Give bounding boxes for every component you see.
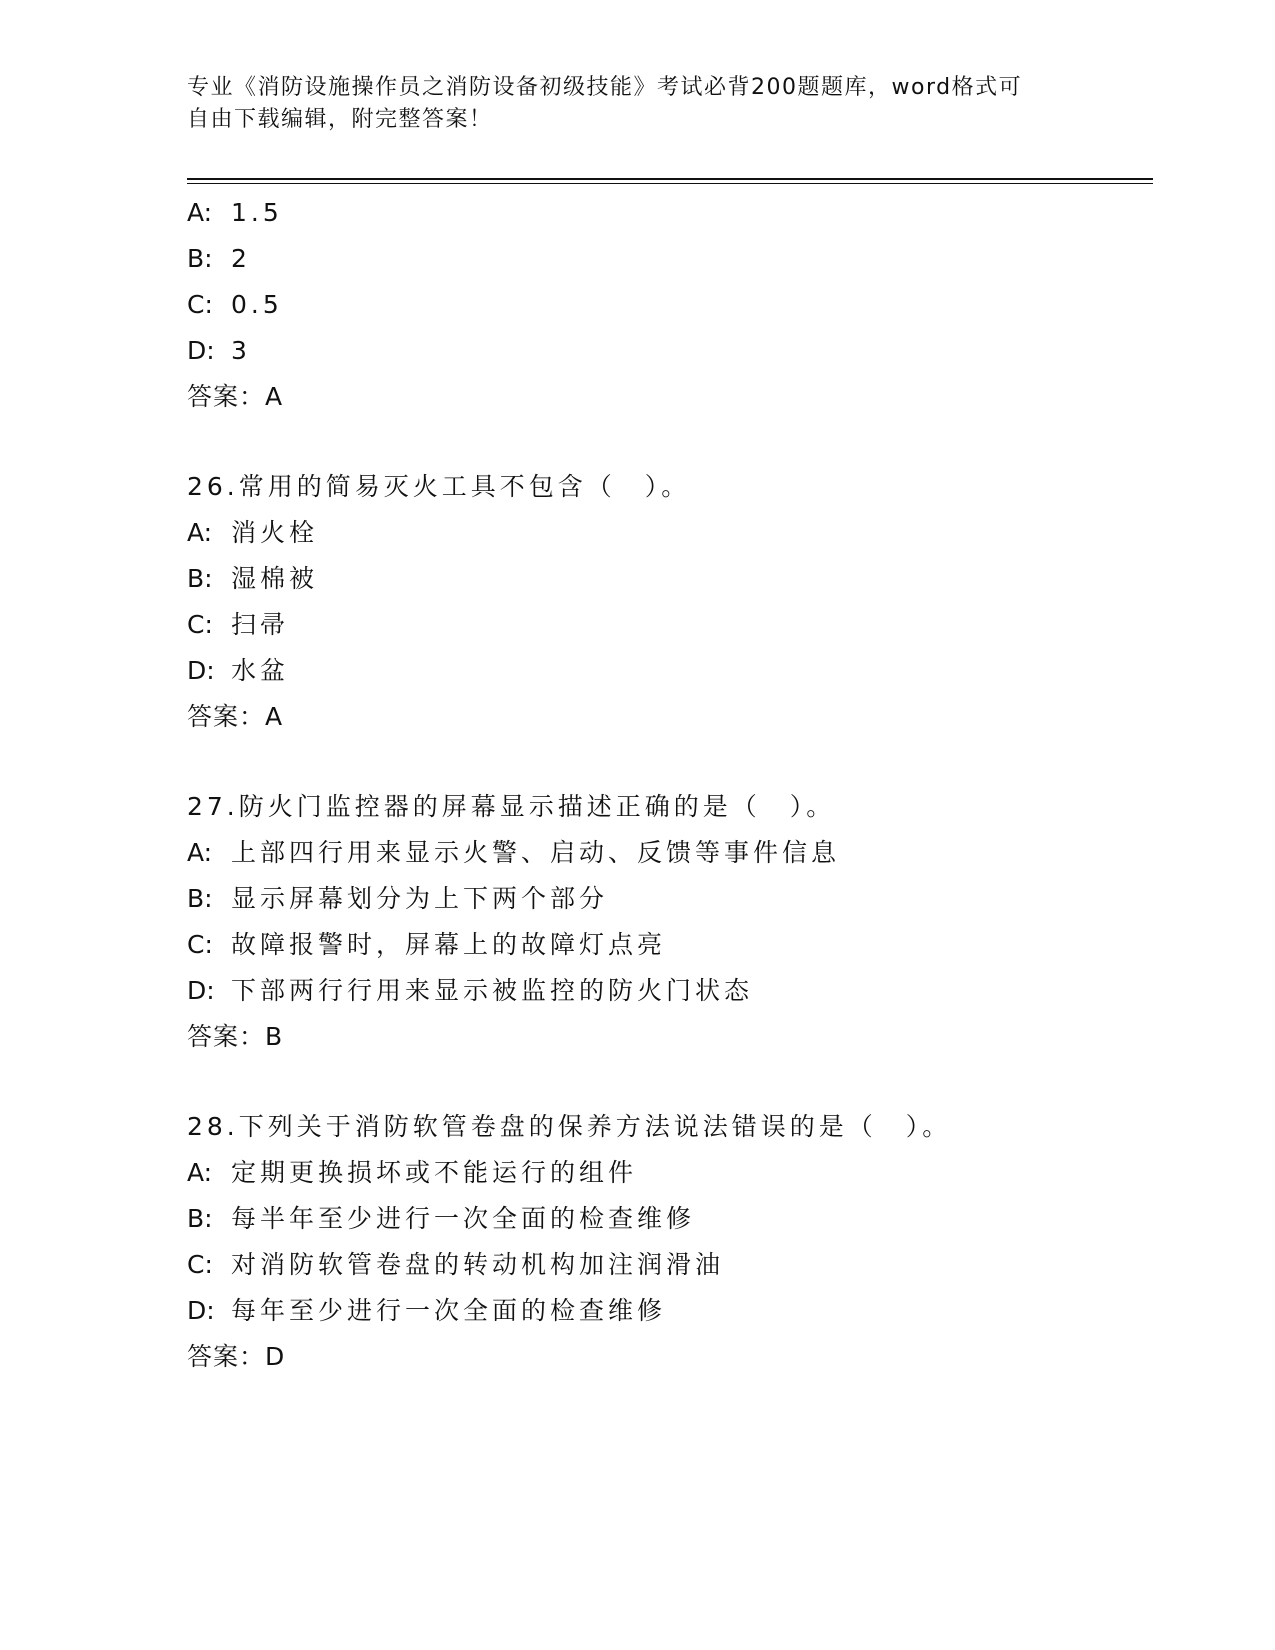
answer-value: A	[265, 702, 283, 731]
option-a	[187, 1150, 1147, 1196]
option-letter: C:	[187, 290, 213, 319]
option-b	[187, 876, 1147, 922]
option-letter: C:	[187, 610, 213, 639]
option-c	[187, 282, 1147, 328]
option-text: 上部四行用来显示火警、启动、反馈等事件信息	[231, 838, 841, 867]
option-c	[187, 602, 1147, 648]
option-text: 显示屏幕划分为上下两个部分	[231, 884, 609, 913]
option-text: 0.5	[231, 290, 283, 319]
option-text: 每半年至少进行一次全面的检查维修	[231, 1204, 696, 1233]
option-letter: D:	[187, 1296, 215, 1325]
option-a	[187, 830, 1147, 876]
option-text: 下部两行行用来显示被监控的防火门状态	[231, 976, 754, 1005]
answer-label: 答案：	[187, 382, 266, 411]
option-text: 湿棉被	[231, 564, 319, 593]
question-26	[187, 464, 1147, 740]
option-text: 消火栓	[231, 518, 319, 547]
option-text: 对消防软管卷盘的转动机构加注润滑油	[231, 1250, 725, 1279]
option-letter: B:	[187, 1204, 213, 1233]
option-text: 定期更换损坏或不能运行的组件	[231, 1158, 638, 1187]
header-divider-thick	[187, 178, 1153, 180]
header-line-2: 自由下载编辑，附完整答案！	[187, 107, 493, 132]
answer-label: 答案：	[187, 1022, 266, 1051]
option-d	[187, 328, 1147, 374]
option-b	[187, 236, 1147, 282]
option-text: 1.5	[231, 198, 283, 227]
option-text: 2	[231, 244, 251, 273]
option-a	[187, 510, 1147, 556]
option-b	[187, 556, 1147, 602]
answer-value: A	[265, 382, 283, 411]
option-letter: A:	[187, 518, 213, 547]
answer-label: 答案：	[187, 1342, 266, 1371]
header-divider-thin	[187, 183, 1153, 184]
document-header	[187, 72, 1087, 136]
option-letter: A:	[187, 1158, 213, 1187]
answer-line	[187, 1334, 1147, 1380]
option-letter: D:	[187, 656, 215, 685]
option-letter: B:	[187, 244, 213, 273]
option-a	[187, 190, 1147, 236]
option-letter: A:	[187, 198, 213, 227]
option-text: 水盆	[231, 656, 290, 685]
option-letter: B:	[187, 884, 213, 913]
answer-label: 答案：	[187, 702, 266, 731]
option-c	[187, 922, 1147, 968]
option-letter: C:	[187, 1250, 213, 1279]
question-list	[187, 190, 1147, 1380]
question-27	[187, 784, 1147, 1060]
answer-line	[187, 694, 1147, 740]
answer-line	[187, 374, 1147, 420]
option-text: 扫帚	[231, 610, 290, 639]
option-d	[187, 648, 1147, 694]
option-letter: A:	[187, 838, 213, 867]
option-c	[187, 1242, 1147, 1288]
header-line-1: 专业《消防设施操作员之消防设备初级技能》考试必背200题题库，word格式可	[187, 75, 1023, 100]
option-d	[187, 968, 1147, 1014]
option-text: 每年至少进行一次全面的检查维修	[231, 1296, 667, 1325]
option-text: 故障报警时，屏幕上的故障灯点亮	[231, 930, 667, 959]
option-text: 3	[231, 336, 251, 365]
question-28	[187, 1104, 1147, 1380]
answer-value: B	[265, 1022, 283, 1051]
option-letter: C:	[187, 930, 213, 959]
option-letter: D:	[187, 976, 215, 1005]
question-25	[187, 190, 1147, 420]
option-letter: B:	[187, 564, 213, 593]
question-stem: 28.下列关于消防软管卷盘的保养方法说法错误的是（ ）。	[187, 1112, 952, 1141]
answer-line	[187, 1014, 1147, 1060]
option-letter: D:	[187, 336, 215, 365]
option-b	[187, 1196, 1147, 1242]
answer-value: D	[265, 1342, 285, 1371]
option-d	[187, 1288, 1147, 1334]
question-stem: 26.常用的简易灭火工具不包含（ ）。	[187, 472, 691, 501]
question-stem: 27.防火门监控器的屏幕显示描述正确的是（ ）。	[187, 792, 836, 821]
